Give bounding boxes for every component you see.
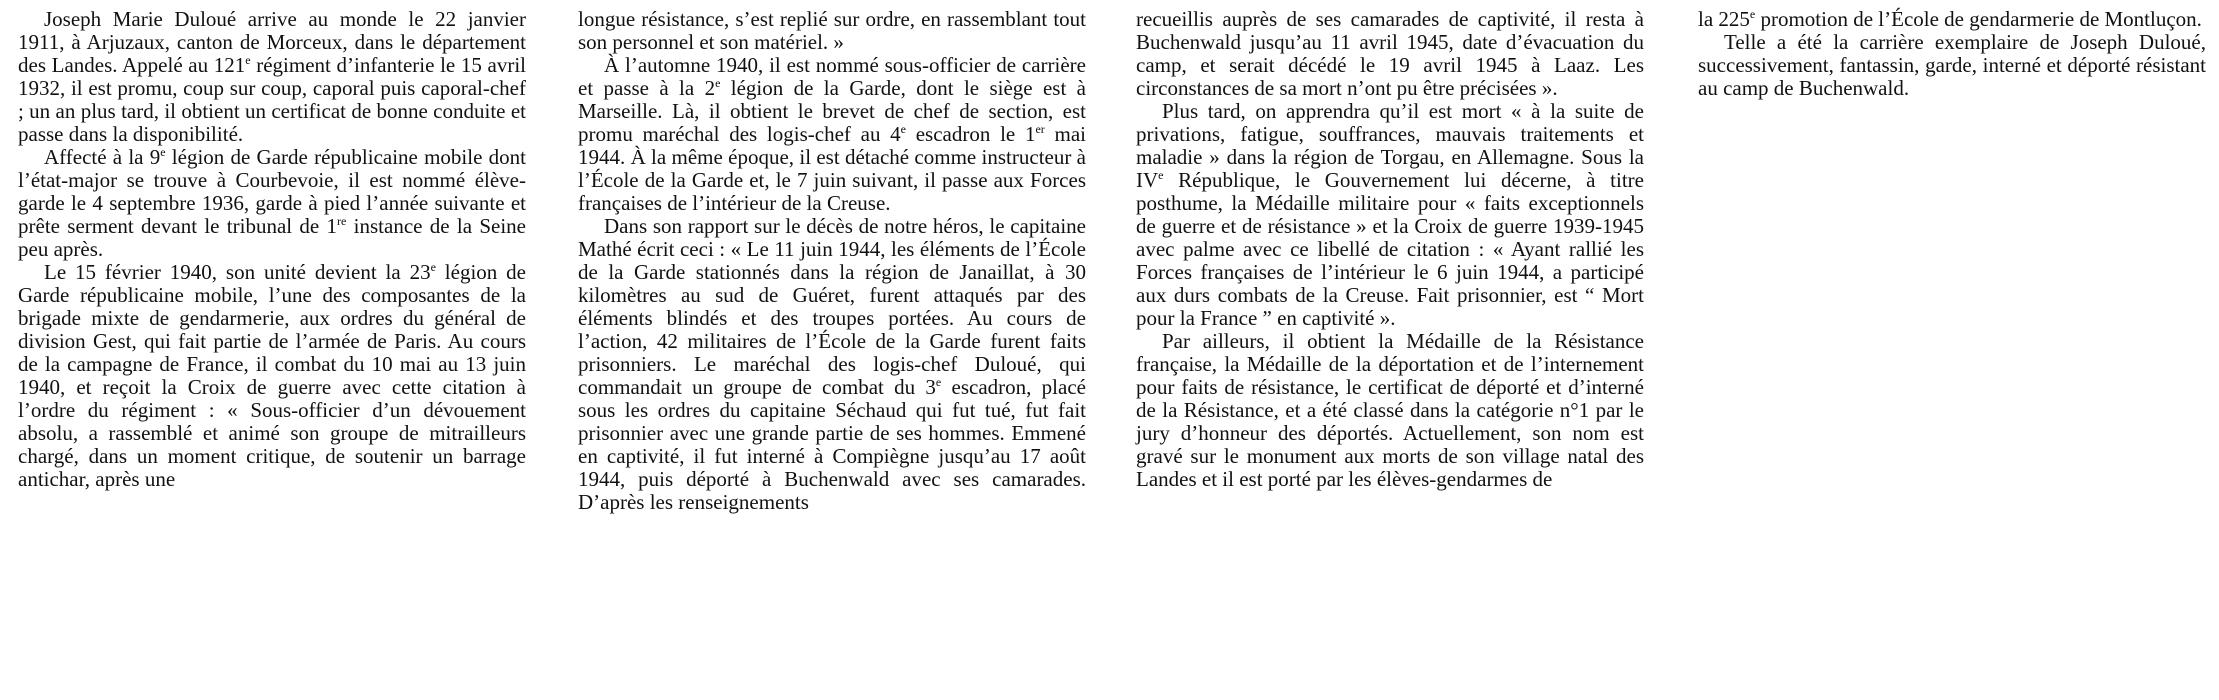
text-column-1 xyxy=(18,8,526,491)
superscript: e xyxy=(715,76,721,90)
text-segment: régiment d’infanterie le 15 avril 1932, il est promu, coup sur coup, caporal puis caporal-chef ; un an plus tard, il obtient un certificat de bonne conduite et passe dans la disponibilité. xyxy=(18,53,526,146)
text-segment: promotion de l’École de gendarmerie de Montluçon. xyxy=(1755,7,2202,31)
superscript: re xyxy=(337,214,347,228)
text-segment: Affecté à la 9 xyxy=(44,145,161,169)
superscript: e xyxy=(430,260,436,274)
text-segment: instance de la Seine peu après. xyxy=(18,214,527,261)
superscript: er xyxy=(1035,122,1045,136)
text-segment: longue résistance, s’est replié sur ordre, en rassemblant tout son personnel et son matériel. » xyxy=(578,7,1086,54)
text-segment: escadron le 1 xyxy=(906,122,1036,146)
text-segment: Dans son rapport sur le décès de notre héros, le capitaine Mathé écrit ceci : « Le 11 juin 1944, les éléments de l’École de la Garde stationnés dans la région de Janaillat, à 30 kilomètres au sud de Guéret, furent attaqués par des éléments blindés et des troupes portées. Au cours de l’action, 42 militaires de l’École de la Garde furent faits prisonniers. Le maréchal des logis-chef Duloué, qui commandait un groupe de combat du 3 xyxy=(578,214,1086,399)
paragraph xyxy=(578,215,1086,514)
text-segment: À l’automne 1940, il est nommé sous-officier de carrière et passe à la 2 xyxy=(578,53,1086,100)
superscript: e xyxy=(900,122,906,136)
text-column-3 xyxy=(1136,8,1644,491)
text-segment: légion de Garde républicaine mobile dont l’état-major se trouve à Courbevoie, il est nommé élève-garde le 4 septembre 1936, garde à pied l’année suivante et prête serment devant le tribunal de 1 xyxy=(18,145,526,238)
paragraph xyxy=(18,261,526,491)
text-column-2 xyxy=(578,8,1086,514)
text-segment: recueillis auprès de ses camarades de captivité, il resta à Buchenwald jusqu’au 11 avril 1945, date d’évacuation du camp, et serait décédé le 19 avril 1945 à Laaz. Les circonstances de sa mort n’ont pu être précisées ». xyxy=(1136,7,1644,100)
text-segment: Telle a été la carrière exemplaire de Joseph Duloué, successivement, fantassin, garde, interné et déporté résistant au camp de Buchenwald. xyxy=(1698,30,2206,100)
paragraph xyxy=(1698,31,2206,100)
superscript: e xyxy=(935,375,942,389)
paragraph xyxy=(578,54,1086,215)
paragraph xyxy=(18,8,526,146)
text-segment: République, le Gouvernement lui décerne, à titre posthume, la Médaille militaire pour « faits exceptionnels de guerre et de résistance » et la Croix de guerre 1939-1945 avec palme avec ce libellé de citation : « Ayant rallié les Forces françaises de l’intérieur le 6 juin 1944, a participé aux durs combats de la Creuse. Fait prisonnier, est “ Mort pour la France ” en captivité ». xyxy=(1136,168,1644,330)
superscript: e xyxy=(160,145,166,159)
paragraph xyxy=(18,146,526,261)
paragraph-continuation xyxy=(1136,8,1644,100)
paragraph xyxy=(1136,100,1644,330)
paragraph-continuation xyxy=(578,8,1086,54)
superscript: e xyxy=(1158,168,1164,182)
paragraph-continuation xyxy=(1698,8,2206,31)
paragraph xyxy=(1136,330,1644,491)
text-column-4 xyxy=(1698,8,2206,100)
superscript: e xyxy=(1749,7,1756,21)
superscript: e xyxy=(245,53,251,67)
text-segment: Plus tard, on apprendra qu’il est mort « à la suite de privations, fatigue, souffrances, mauvais traitements et maladie » dans la région de Torgau, en Allemagne. Sous la IV xyxy=(1136,99,1644,192)
text-segment: Le 15 février 1940, son unité devient la 23 xyxy=(44,260,431,284)
text-segment: la 225 xyxy=(1698,7,1750,31)
text-segment: Joseph Marie Duloué arrive au monde le 22 janvier 1911, à Arjuzaux, canton de Morceux, dans le département des Landes. Appelé au 121 xyxy=(18,7,526,77)
text-segment: légion de la Garde, dont le siège est à Marseille. Là, il obtient le brevet de chef de section, est promu maréchal des logis-chef au 4 xyxy=(578,76,1086,146)
text-segment: escadron, placé sous les ordres du capitaine Séchaud qui fut tué, fut fait prisonnier avec une grande partie de ses hommes. Emmené en captivité, il fut interné à Compiègne jusqu’au 17 août 1944, puis déporté à Buchenwald avec ses camarades. D’après les renseignements xyxy=(578,375,1086,514)
text-segment: légion de Garde républicaine mobile, l’une des composantes de la brigade mixte de gendarmerie, aux ordres du général de division Gest, qui fait partie de l’armée de Paris. Au cours de la campagne de France, il combat du 10 mai au 13 juin 1940, et reçoit la Croix de guerre avec cette citation à l’ordre du régiment : « Sous-officier d’un dévouement absolu, a rassemblé et animé son groupe de mitrailleurs chargé, dans un moment critique, de soutenir un barrage antichar, après une xyxy=(18,260,527,491)
text-segment: Par ailleurs, il obtient la Médaille de la Résistance française, la Médaille de la déportation et de l’internement pour faits de résistance, le certificat de déporté et d’interné de la Résistance, et a été classé dans la catégorie n°1 par le jury d’honneur des déportés. Actuellement, son nom est gravé sur le monument aux morts de son village natal des Landes et il est porté par les élèves-gendarmes de xyxy=(1136,329,1644,491)
text-segment: mai 1944. À la même époque, il est détaché comme instructeur à l’École de la Garde et, le 7 juin suivant, il passe aux Forces françaises de l’intérieur de la Creuse. xyxy=(578,122,1086,215)
